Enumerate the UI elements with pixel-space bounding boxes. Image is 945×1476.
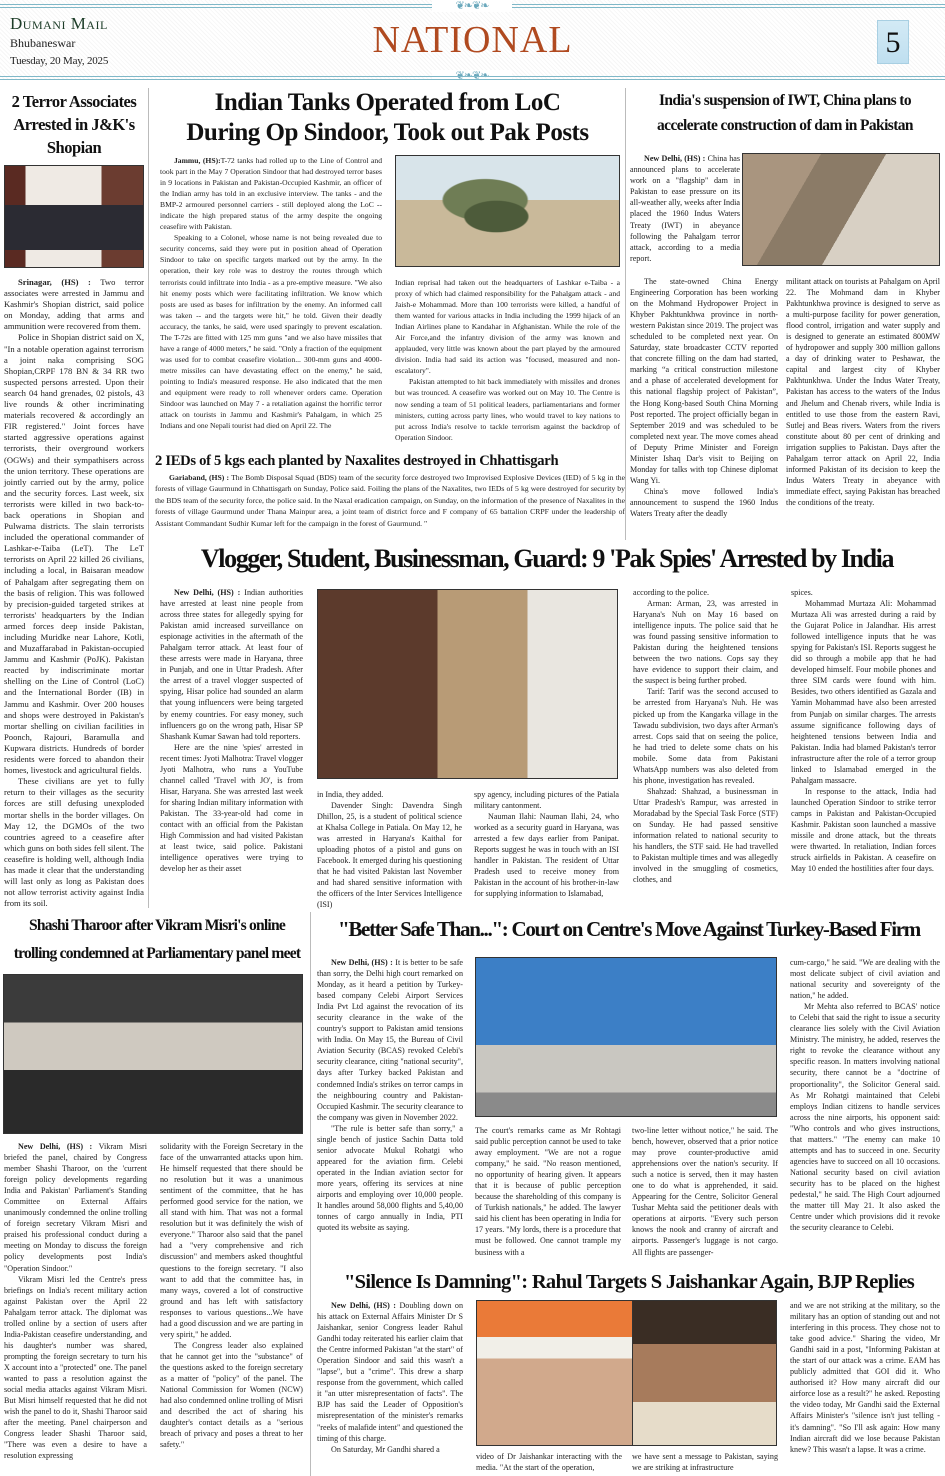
headline: "Better Safe Than...": Court on Centre's Move Against Turkey-Based Firm [337, 917, 920, 941]
headline [155, 88, 620, 148]
paragraph: T-72 tanks had rolled up to the Line of Control and took part in the May 7 Operation Sindoor that had destroyed terror bases in 9 locations in Pakistan and Pakistan-Occupied Kashmir, an officer of the Indian army has told in an exclusive interview. The tanks - and the BMP-2 armoured personnel carriers - still deployed along the LoC -- indicate the high prepared status of the army despite the ongoing ceasefire with Pakistan. [160, 156, 382, 232]
headline-line: Shashi Tharoor after Vikram Misri's online [29, 917, 285, 934]
paragraph: In response to the attack, India had launched Operation Sindoor to strike terror camps in Pakistan and Pakistan-Occupied Kashmir. Pakistan soon launched a massive missile and drone attack, but the threats were thwarted. In retaliation, Indian forces struck airfields in Pakistan. A ceasefire on May 10 ended the hostilities after four days. [791, 786, 936, 874]
paragraph: Two terror associates were arrested in Jammu and Kashmir's Shopian district, said police on Monday, adding that arms and ammunition were recovered from them. [4, 277, 144, 332]
headline: Vlogger, Student, Businessman, Guard: 9 'Pak Spies' Arrested by India [200, 544, 894, 573]
ornamental-scroll-icon: ❦❧❦❧ [432, 0, 512, 12]
paragraph: These civilians are yet to fully return to their villages as the security forces are still defusing unexploded mortar shells in the border villages. On May 12, the DGMOs of the two countries agreed to a ceasefire after which guns on both sides fell silent. The ceasefire is holding well, although India has made it clear that the understanding will last only as long as Pakistan does not allow terrorist activity against India from its soil. [4, 776, 144, 909]
paragraph: Indian authorities have arrested at least nine people from across three states for allegedly spying for Pakistan amid increased surveillance on espionage activities in the aftermath of the Pahalgam terror attack. At least four of these arrests were made in Haryana, three in Punjab, and one in Uttar Pradesh. After the arrest of a travel vlogger suspected of spying, Hisar police had sounded an alarm that young influencers were being targeted by enemy countries. For easy money, such influencers go on the wrong path, Hisar SP Shashank Kumar Sawan had told reporters. [160, 588, 303, 741]
article-body-col2 [475, 1125, 621, 1258]
headline-line: trolling condemned at Parliamentary panel meet [13, 945, 301, 962]
headline [2, 912, 312, 968]
paragraph: Nauman Ilahi: Nauman Ilahi, 24, who worked as a security guard in Haryana, was arrested a few days earlier from Panipat. Reports suggest he was in touch with an ISI handler in Pakistan. The resident of Uttar Pradesh used to receive money from Pakistan in the account of his brother-in-law for supplying information to Islamabad, [474, 812, 619, 899]
paragraph: The court's remarks came as Mr Rohtagi said public perception cannot be used to take away employment. "We are not a rogue company," he said. "No reason mentioned, no opportunity of hearing given. It appears that it is because of public perception because the shareholding of this company is of Turkish nationals," he added. The lawyer said his client has been operating in India for 17 years. "My lords, there is a procedure that must be followed. One cannot trample my business with a [475, 1126, 621, 1257]
paragraph: according to the police. [633, 588, 709, 597]
dateline: New Delhi, (HS) : [331, 1301, 396, 1310]
dateline: Gariaband, (HS) : [169, 473, 230, 482]
article-body-col5 [791, 587, 936, 874]
paragraph: The Bomb Disposal Squad (BDS) team of the security force destroyed two Improvised Explosive Devices (IED) of 5 kg in the forests of village Gaurmund in Chhattisgarh on Sunday, Police said. Foiling the plans of the Naxalites, two IEDs of 5 kg were destroyed for security by the BDS team of the security force, the police said. In the Naxal eradication campaign, on Sunday, on the information of the presence of Naxalites in the forests of village Gaurmund under Thana Mainpur area, a joint team of district force and F company of 65 battalion CRPF under the leadership of Assistant Commandant Sudhir Kumar left for the campaign in the forest of Gaurmund. " [155, 473, 625, 528]
paragraph: Arman: Arman, 23, was arrested in Haryana's Nuh on May 16 based on intelligence inputs. The police said that he was found passing sensitive information to Pakistan during the heightened tensions between the two nations. Cops say they have evidence to support their claim, and the suspect is being further probed. [633, 599, 778, 686]
page-number: 5 [877, 20, 909, 64]
photo-arrested-spies [317, 589, 618, 779]
article-body-col1 [317, 1300, 463, 1455]
paragraph: "The rule is better safe than sorry," a single bench of justice Sachin Datta told senior advocate Mukul Rohatgi who appeared for the aviation firm. Celebi operated in the Indian aviation sector for more years, offering its services at nine airports and employing over 10,000 people. It handles around 58,000 flights and 5,40,00 tonnes of cargo annually in India, PTI quoted its website as saying. [317, 1123, 463, 1233]
paragraph: militant attack on tourists at Pahalgam on April 22. The Mohmand dam in Khyber Pakhtunkhwa province is designed to serve as a multi-purpose facility for power generation, flood control, irrigation and water supply and is designed to generate an estimated 800MW of hydropower and supply 300 million gallons a day of drinking water to Peshawar, the capital and largest city of Khyber Pakhtunkhwa. Under the Indus Water Treaty, Pakistan has access to the waters of the Indus and Jhelum and Chenab rivers, while India is entitled to use those from the eastern Ravi, Sutlej and Beas rivers. Waters from the rivers constitute about 80 per cent of drinking and irrigation supplies to Pakistan. Days after the Pahalgam terror attack on April 22, India informed Pakistan of its decision to keep the Indus Waters Treaty in abeyance with immediate effect, saying Pakistan has breached the conditions of the treaty. [786, 277, 940, 507]
photo-tharoor-panel-meet [3, 974, 303, 1134]
paragraph: solidarity with the Foreign Secretary in the face of the unwarranted attacks upon him. He himself requested that there should be no resolution but it was a unanimous sentiment of the committee, that he has performed good service for the nation, we all stand with him. That was not a formal resolution but it was definitely the wish of everyone." Tharoor also said that the panel had a "very comprehensive and rich discussion" and members asked thoughtful questions to the foreign secretary. "I also want to add that the committee has, in many ways, covered a lot of constructive ground and has left with satisfactory responses to various questions...We have had a good discussion and we are parting in very spirit," he added. [160, 1142, 303, 1339]
paragraph: and we are not striking at the military, so the military has an option of standing out and not interfering in this process. They chose not to take good advice." Sharing the video, Mr Gandhi said in a post, "Informing Pakistan at the start of our attack was a crime. EAM has publicly admitted that GOI did it. Who authorised it? How many aircraft did our airforce lose as a result?" he asked. Reposting the video today, Mr Gandhi said the External Affairs Minister's "silence isn't just telling - it's damning". "So I'll ask again: How many Indian aircraft did we lose because Pakistan knew? This wasn't a lapse. It was a crime. [790, 1301, 940, 1454]
column-divider [310, 912, 311, 1476]
dateline: New Delhi, (HS) : [174, 588, 241, 597]
article-body-col2 [786, 276, 940, 508]
article-body [155, 472, 625, 529]
photo-rahul-gandhi [476, 1300, 633, 1446]
paragraph: two-line letter without notice," he said. The bench, however, observed that a prior notice may prove counter-productive amid apprehensions over the nation's security. If such a notice is served, then it may hasten one to do what is apprehended, it said. Appearing for the Centre, Solicitor General Tushar Mehta said the petitioner deals with operations at airports. "Every such person knows the nook and cranny of aircraft and airports. Passenger's luggage is not cargo. All flights are passenger- [632, 1126, 778, 1257]
paragraph: Shahzad: Shahzad, a businessman in Uttar Pradesh's Rampur, was arrested in Moradabad by the Special Task Force (STF) on Sunday. He had passed sensitive information related to national security to his handlers, the STF said. He had travelled to Pakistan multiple times and was allegedly involved in the smuggling of cosmetics, clothes, and [633, 786, 778, 885]
masthead-bottom-rule [0, 76, 945, 80]
article-spies [152, 542, 942, 576]
article-tanks [155, 88, 620, 148]
paragraph: Indian reprisal had taken out the headquarters of Lashkar e-Taiba - a proxy of which had claimed responsibility for the Pahalgam attack - and Jaish-e Mohammad. More than 100 terrorists were killed, a handful of them wanted for various attacks in India including the 1999 hijack of an Indian Airlines plane to Kandahar in Afghanistan. While the role of the Air Force,and the infantry division of the army was known and applauded, very little was known about the part played by the armoured division. India had said its action was "focused, measured and non-escalatory". [395, 278, 620, 376]
paragraph: China's move followed India's announcement to suspend the 1960 Indus Waters Treaty after the deadly [630, 486, 778, 518]
paragraph: Vikram Misri led the Centre's press briefings on India's recent military action against Pakistan over the April 22 Pahalgam terror attack. The diplomat was trolled online by a section of users after India-Pakistan ceasefire understanding, and his daughter's number was shared, prompting the foreign secretary to turn his X account into a "protected" one. The panel wanted to pass a resolution against the social media attacks against Vikram Misri. But Misri himself requested that he did not wish the panel to do it, Shashi Tharoor said after the meeting. Panel chairperson and Congress leader Shashi Tharoor said, "There was even a desire to have a resolution expressing [4, 1274, 147, 1461]
article-body-col2 [476, 1451, 622, 1473]
article-body-col1 [630, 276, 778, 519]
article-body-col3 [632, 1125, 778, 1258]
column-divider [625, 88, 626, 540]
paragraph: It is better to be safe than sorry, the Delhi high court remarked on Monday, as it heard a petition by Turkey-based company Celebi Airport Services India Pvt Ltd against the revocation of its security clearance in the wake of the country's support to Pakistan amid tensions with India. On May 15, the Bureau of Civil Aviation Security (BCAS) revoked Celebi's security clearance, citing "national security", days after Turkey backed Pakistan and condemned India's strikes on terror camps in the neighbouring country and Pakistan-Occupied Kashmir. The security clearance to the company was given in November 2022. [317, 958, 463, 1122]
headline: 2 IEDs of 5 kgs each planted by Naxalites destroyed in Chhattisgarh [155, 453, 559, 469]
photo-armoured-vehicle [395, 155, 620, 267]
edition-date: Tuesday, 20 May, 2025 [10, 55, 109, 67]
article-body-col2 [317, 789, 462, 911]
dateline: Srinagar, (HS) : [18, 277, 91, 287]
paragraph: Here are the nine 'spies' arrested in recent times: Jyoti Malhotra: Travel vlogger Jyoti Malhotra, who runs a YouTube channel called 'Travel with JO', is from Hisar, Haryana. She was arrested last week for sharing Indian military information with Pakistan. The 33-year-old had come in contact with an official from the Pakistan High Commission and had visited Pakistan at least twice, said police. Pakistani intelligence operatives were trying to develop her as their asset [160, 742, 303, 874]
paragraph: video of Dr Jaishankar interacting with the media. "At the start of the operation, [476, 1452, 622, 1473]
headline: 2 Terror Associates Arrested in J&K's Shopian [11, 92, 137, 157]
article-body-col1 [160, 587, 303, 874]
article-body-col2 [395, 277, 620, 443]
article-body-col1 [160, 155, 382, 431]
paragraph: Mr Mehta also referred to BCAS' notice to Celebi that said the right to issue a security clearance lies solely with the Civil Aviation Ministry. The ministry, he added, reserves the right to revoke the clearance without any specific reason. In matters involving national security, there cannot be a "doctrine of proportionality", the Solicitor General said. As Mr Rohatgi maintained that Celebi employs Indian citizens to handle services across the nine airports, his opponent said: "Who controls and who gives instructions, that matters." "The enemy can make 10 attempts and has to succeed in one. Security agencies have to succeed on all 10 occasions. National security based on civil aviation security has to be placed on the highest pedestal," he said. The High Court adjourned the matter till May 21. It also asked the Centre under which provisions did it revoke the security clearance to Celebi. [790, 1002, 940, 1233]
article-body-col4 [790, 1300, 940, 1455]
paragraph: Speaking to a Colonel, whose name is not being revealed due to security concerns, said they were put in position ahead of Operation Sindoor to take on specific targets marked out by the army. In the operation, their key role was to destroy the routes through which terrorists could infiltrate into India - as a pre-emptive measure. "We also hit enemy posts which were facilitating infiltration. We know which posts are used as bases for infiltration by the enemy. An informed call was taken -- and the targets were hit," he told. Given their deadly accuracy, the tanks, he said, were used sparingly to prevent escalation. The T-72s are fitted with 125 mm guns "and we also have missiles that have a range of 4000 meters," he said. "Only a fraction of the equipment was used for to combat ceasefire violation... 300-mm guns and 4000-metre missiles can have devastating effect on the enemy," he said, pointing to India's measured response. He also indicated that the men and equipment were ready to roll whenever orders came. Operation Sindoor was launched on May 7 - a retaliation against the horrific terror attack on tourists in Jammu and Kashmir's Pahalgam, in which 25 Indians and one Nepali tourist had died on April 22. The [160, 233, 382, 431]
article-ieds [155, 452, 625, 529]
paragraph: Pakistan attempted to hit back immediately with missiles and drones but was trounced. A ceasefire was worked out on May 10. The Centre is now sending a team of 51 political leaders, parliamentarians and former ministers, cutting across party lines, who would travel to key nations to put across India's resolve to tackle terrorism against the backdrop of Operation Sindoor. [395, 377, 620, 442]
dateline: New Delhi, (HS) : [644, 154, 706, 163]
paragraph: in India, they added. [317, 790, 384, 799]
paragraph: cum-cargo," he said. "We are dealing with the most delicate subject of civil aviation and national security and sovereignty of the nation," he added. [790, 958, 940, 1001]
section-title: NATIONAL [372, 19, 573, 61]
article-body-col3 [632, 1451, 778, 1473]
headline-line: During Op Sindoor, Took out Pak Posts [186, 119, 589, 146]
headline-line: Indian Tanks Operated from LoC [214, 89, 561, 116]
paragraph: The state-owned China Energy Engineering Corporation has been working on the Mohmand Hydropower Project in Khyber Pakhtunkhwa province in north-western Pakistan since 2019. The project was scheduled to be completed next year. On Saturday, state broadcaster CCTV reported that concrete filling on the dam had started, marking “a critical construction milestone and a phase of accelerated development for this national flagship project of Pakistan”, the Hong Kong-based South China Morning Post reported. The project officially began in September 2019 and was scheduled to be completed next year. The move comes ahead of Deputy Prime Minister and Foreign Minister Ishaq Dar's visit to Beijing on Monday for talks with top Chinese diplomat Wang Yi. [630, 277, 778, 485]
headline [628, 88, 942, 138]
paragraph: Vikram Misri briefed the panel, chaired by Congress member Shashi Tharoor, on the 'current foreign policy developments regarding India and Pakistan' Parliament's Standing Committee on External Affairs unanimously condemned the online trolling of foreign secretary Vikram Misri and praised his professional conduct during a meeting on Monday to discuss the foreign policy developments post India's "Operation Sindoor." [4, 1142, 147, 1273]
paragraph: The Congress leader also explained that he cannot get into the "substance" of the questions asked to the foreign secretary as a matter of "policy" of the panel. The National Commission for Women (NCW) had also condemned online trolling of Misri and described the act of sharing his daughter's contact details as a "serious breach of privacy and poses a threat to her safety." [160, 1340, 303, 1450]
article-celebi [316, 912, 942, 946]
article-rahul [316, 1267, 942, 1297]
paragraph: Davender Singh: Davendra Singh Dhillon, 25, is a student of political science at Khalsa College in Patiala. On May 12, he was arrested in Haryana's Kaithal for uploading photos of a pistol and guns on Facebook. It emerged during his questioning that he had visited Pakistan last November and had shared sensitive information with the officers of the Inter Services Intelligence (ISI) [317, 801, 462, 910]
article-body-col4 [633, 587, 778, 885]
dateline: New Delhi, (HS) : [331, 958, 393, 967]
article-iwt [628, 88, 942, 138]
paragraph: On Saturday, Mr Gandhi shared a [331, 1444, 440, 1454]
newspaper-name: Dumani Mail [10, 14, 108, 33]
edition-city: Bhubaneswar [10, 36, 76, 50]
paragraph: spices. [791, 588, 813, 597]
article-body-col1 [317, 957, 463, 1233]
column-divider [148, 88, 149, 908]
headline-line: accelerate construction of dam in Pakistan [657, 117, 913, 134]
article-intro [630, 153, 740, 264]
dateline: New Delhi, (HS) : [18, 1142, 93, 1151]
article-body-col3 [474, 789, 619, 899]
article-shopian [4, 90, 144, 909]
article-tharoor [2, 912, 312, 968]
paragraph: China has announced plans to accelerate work on a "flagship" dam in Pakistan to ease pressure on its all-weather ally, weeks after India placed the 1960 Indus Waters Treaty (IWT) in abeyance following the Pahalgam terror attack, according to a media report. [630, 154, 740, 263]
article-body-col2 [160, 1141, 303, 1450]
article-body-col1 [4, 1141, 147, 1461]
paragraph: Doubling down on his attack on External Affairs Minister Dr S Jaishankar, senior Congress leader Rahul Gandhi today reiterated his earlier claim that the Centre informed Pakistan "at the start" of Operation Sindoor and said this wasn't a "lapse", but a "crime". This drew a sharp response from the government, which called it "an utter misrepresentation of facts". The BJP has said the Leader of Opposition's misrepresentation of the minister's remarks "reeks of malafide intent" and questioned the timing of this charge. [317, 1301, 463, 1443]
article-body [4, 277, 144, 909]
paragraph: spy agency, including pictures of the Patiala military cantonment. [474, 790, 619, 811]
ornamental-scroll-icon: ❦❧❦❧ [432, 70, 512, 82]
paragraph: Mohammad Murtaza Ali: Mohammad Murtaza Ali was arrested during a raid by the Gujarat Police in Jalandhar. His arrest followed intelligence inputs that he was spying for Pakistan's ISI. Reports suggest he did so through a mobile app that he had developed himself. Four mobile phones and three SIM cards were found with him. Besides, two others identified as Gazala and Yamin Mohammad have also been arrested from Punjab on similar charges. The arrests assume significance following days of heightened tensions between India and Pakistan. India had blamed Pakistan's terror infrastructure after the role of a terror group linked to Islamabad emerged in the Pahalgam massacre. [791, 599, 936, 785]
photo-celebi-aircraft [475, 957, 777, 1117]
photo-dam-construction [742, 153, 940, 266]
dateline: Jammu, (HS): [174, 156, 221, 165]
masthead [0, 0, 945, 80]
paragraph: we have sent a message to Pakistan, saying we are striking at infrastructure [632, 1452, 778, 1473]
headline-line: India's suspension of IWT, China plans to [658, 92, 912, 109]
headline: "Silence Is Damning": Rahul Targets S Jaishankar Again, BJP Replies [343, 1271, 915, 1293]
photo-s-jaishankar [632, 1300, 777, 1446]
photo-arrested-suspects [4, 165, 144, 268]
article-body-col4 [790, 957, 940, 1233]
paragraph: Tarif: Tarif was the second accused to be arrested from Haryana's Nuh. He was picked up from the Kangarka village in the Tawadu subdivision, two days after Arman's arrest. Cops said that on seeing the police, he had tried to delete some chats on his mobile. Some data from Pakistani WhatsApp numbers was also deleted from his phone, investigation has revealed. [633, 687, 778, 785]
paragraph: Police in Shopian district said on X, "In a notable operation against terrorism a joint naka comprising SOG Shopian,CRPF 178 BN & 34 RR two suspected persons arrested. Upon their search 04 hand grenades, 02 pistols, 43 live rounds & other incriminating materials recovered & accordingly an FIR registered." Joint forces have started aggressive operations against terrorists, their overground workers (OGWs) and their sympathisers across the union territory. These operations are jointly carried out by the army, police and the security forces. Last week, six terrorists were killed in two back-to-back operations in Shopian and Pulwama districts. The slain terrorists included the operational commander of Lashkar-e-Taiba (LeT). The LeT terrorists on April 22 killed 26 civilians, including a local, in Baisaran meadow of Pahalgam after segregating them on the basis of religion. This was followed by precision-guided targeted strikes at terrorists' headquarters by the Indian armed forces deep inside Pakistan, including Muridke near Lahore, Kotli, and Muzaffarabad in Pakistan-occupied Jammu and Kashmir (PoJK). Pakistan reacted by indiscriminate mortar shelling on the Line of Control (LoC) and the International Border (IB) in Jammu and Kashmir. Over 200 houses and shops were destroyed in Pakistan's mortar shelling on civilian facilities in Poonch, Rajouri, Baramulla and Kupwara districts. Hundreds of border residents were forced to abandon their homes, livestock and agricultural fields. [4, 332, 144, 776]
